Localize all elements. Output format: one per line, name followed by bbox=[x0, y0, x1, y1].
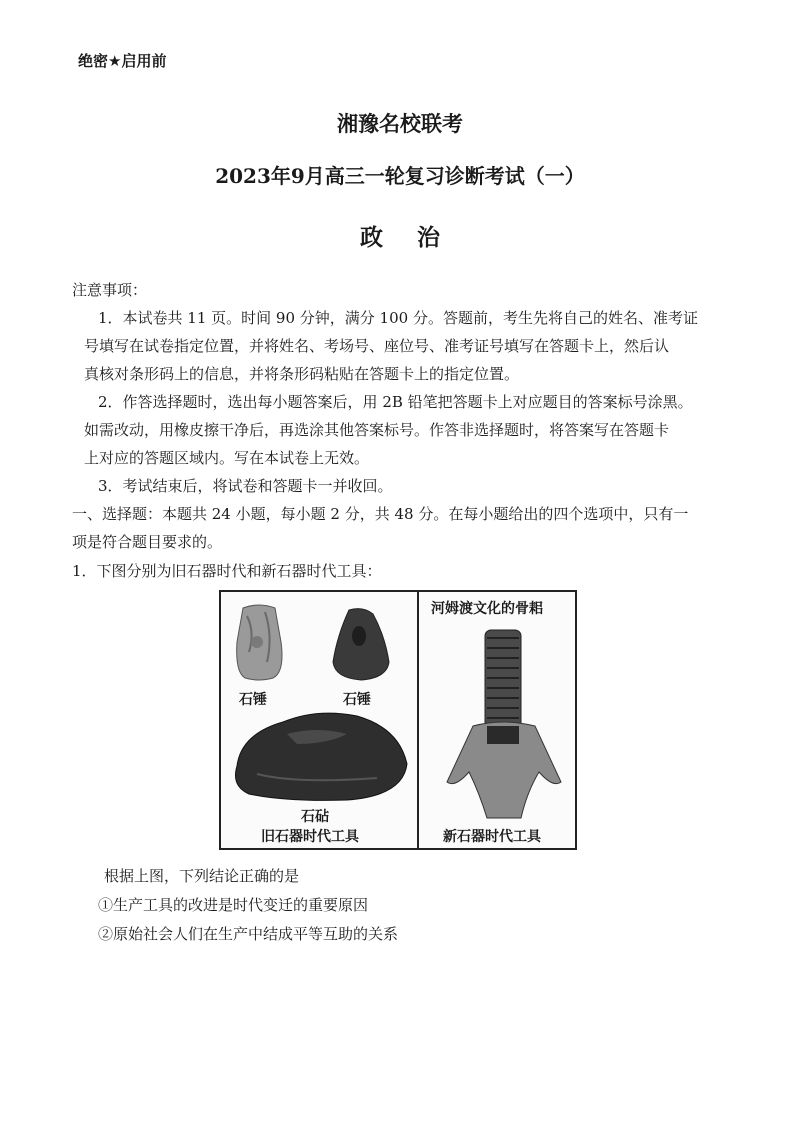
secret-label: 绝密★启用前 bbox=[78, 52, 167, 70]
notice-line: 号填写在试卷指定位置，并将姓名、考场号、座位号、准考证号填写在答题卡上，然后认 bbox=[84, 337, 670, 355]
section-heading: 项是符合题目要求的。 bbox=[72, 533, 223, 551]
notice-line: 真核对条形码上的信息，并将条形码粘贴在答题卡上的指定位置。 bbox=[84, 365, 520, 383]
section-heading: 一、选择题：本题共 24 小题，每小题 2 分，共 48 分。在每小题给出的四个选项中，只有一 bbox=[72, 505, 689, 523]
notice-line: 上对应的答题区域内。写在本试卷上无效。 bbox=[84, 449, 370, 467]
question-prompt: 根据上图，下列结论正确的是 bbox=[104, 867, 300, 885]
bone-spade-image bbox=[443, 622, 563, 822]
stone-hammer-2-image bbox=[329, 606, 393, 682]
notice-line: 1．本试卷共 11 页。时间 90 分钟，满分 100 分。答题前，考生先将自己的姓名、准考证 bbox=[98, 309, 698, 327]
stone-tools-figure bbox=[219, 590, 577, 850]
option-2: ②原始社会人们在生产中结成平等互助的关系 bbox=[98, 925, 399, 943]
subject-title: 政治 bbox=[360, 224, 474, 251]
label-hemudu: 河姆渡文化的骨耜 bbox=[431, 601, 543, 617]
notice-line: 2．作答选择题时，选出每小题答案后，用 2B 铅笔把答题卡上对应题目的答案标号涂黑。 bbox=[98, 393, 693, 411]
question-stem: 1．下图分别为旧石器时代和新石器时代工具： bbox=[72, 562, 382, 580]
label-hammer-2: 石锤 bbox=[343, 692, 371, 708]
stone-hammer-1-image bbox=[229, 602, 289, 682]
label-paleolithic: 旧石器时代工具 bbox=[261, 829, 359, 845]
notice-line: 如需改动，用橡皮擦干净后，再选涂其他答案标号。作答非选择题时，将答案写在答题卡 bbox=[84, 421, 670, 439]
figure-divider bbox=[417, 592, 419, 848]
stone-anvil-image bbox=[227, 704, 411, 804]
option-1: ①生产工具的改进是时代变迁的重要原因 bbox=[98, 896, 369, 914]
exam-title: 2023年9月高三一轮复习诊断考试（一） bbox=[215, 164, 585, 188]
label-hammer-1: 石锤 bbox=[239, 692, 267, 708]
notice-title: 注意事项： bbox=[72, 281, 148, 299]
label-neolithic: 新石器时代工具 bbox=[443, 829, 541, 845]
exam-org: 湘豫名校联考 bbox=[337, 111, 463, 136]
notice-line: 3．考试结束后，将试卷和答题卡一并收回。 bbox=[98, 477, 393, 495]
label-anvil: 石砧 bbox=[301, 809, 329, 825]
